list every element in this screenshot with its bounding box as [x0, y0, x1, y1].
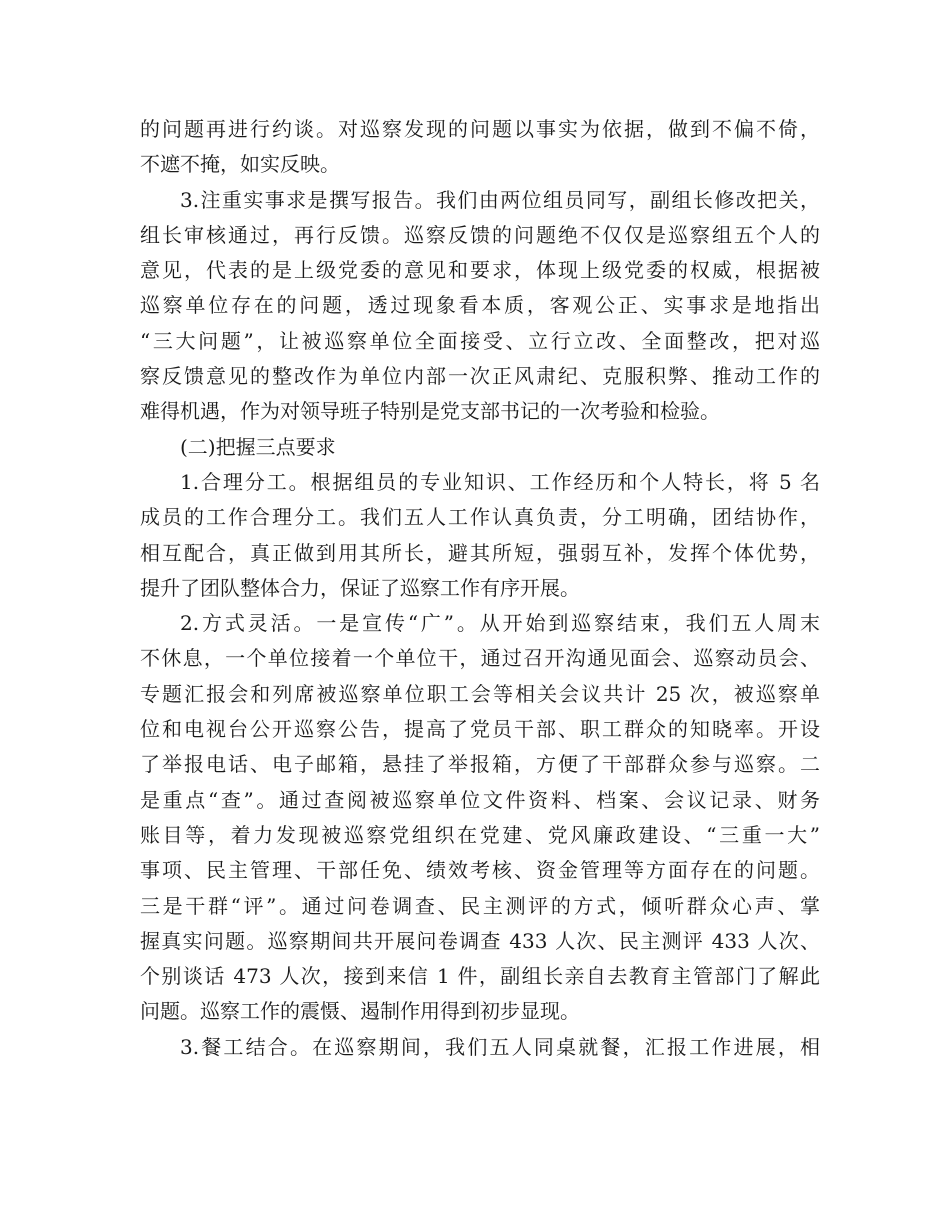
text-line: 难得机遇，作为对领导班子特别是党支部书记的一次考验和检验。 — [140, 399, 720, 424]
text-line: 意见，代表的是上级党委的意见和要求，体现上级党委的权威，根据被 — [140, 258, 820, 283]
document-body — [140, 112, 820, 1065]
text-line: 3.餐工结合。在巡察期间，我们五人同桌就餐，汇报工作进展，相 — [180, 1034, 820, 1059]
text-line: 3.注重实事求是撰写报告。我们由两位组员同写，副组长修改把关， — [180, 187, 820, 212]
text-line: 的问题再进行约谈。对巡察发现的问题以事实为依据，做到不偏不倚， — [140, 117, 820, 141]
text-line: 巡察单位存在的问题，透过现象看本质，客观公正、实事求是地指出 — [140, 293, 820, 318]
text-line: 成员的工作合理分工。我们五人工作认真负责，分工明确，团结协作， — [140, 505, 820, 530]
text-line: 1.合理分工。根据组员的专业知识、工作经历和个人特长，将 5 名 — [180, 469, 820, 494]
text-line: 组长审核通过，再行反馈。巡察反馈的问题绝不仅仅是巡察组五个人的 — [140, 222, 820, 247]
text-line: 不遮不掩，如实反映。 — [140, 152, 340, 177]
text-line: 账目等，着力发现被巡察党组织在党建、党风廉政建设、“三重一大” — [140, 822, 820, 847]
text-line: 专题汇报会和列席被巡察单位职工会等相关会议共计 25 次，被巡察单 — [140, 681, 820, 706]
text-line: 提升了团队整体合力，保证了巡察工作有序开展。 — [140, 575, 580, 600]
text-line: 相互配合，真正做到用其所长，避其所短，强弱互补，发挥个体优势， — [140, 540, 820, 565]
text-line: “三大问题”，让被巡察单位全面接受、立行立改、全面整改，把对巡 — [140, 328, 820, 353]
text-line: 三是干群“评”。通过问卷调查、民主测评的方式，倾听群众心声、掌 — [140, 893, 820, 918]
text-line: 是重点“查”。通过查阅被巡察单位文件资料、档案、会议记录、财务 — [140, 787, 820, 812]
text-line: 个别谈话 473 人次，接到来信 1 件，副组长亲自去教育主管部门了解此 — [140, 964, 820, 989]
text-line: 事项、民主管理、干部任免、绩效考核、资金管理等方面存在的问题。 — [140, 858, 820, 883]
text-line: 察反馈意见的整改作为单位内部一次正风肃纪、克服积弊、推动工作的 — [140, 364, 820, 389]
text-line: (二)把握三点要求 — [180, 434, 336, 459]
text-line: 不休息，一个单位接着一个单位干，通过召开沟通见面会、巡察动员会、 — [140, 646, 820, 671]
text-line: 位和电视台公开巡察公告，提高了党员干部、职工群众的知晓率。开设 — [140, 717, 820, 742]
text-line: 2.方式灵活。一是宣传“广”。从开始到巡察结束，我们五人周末 — [180, 611, 820, 636]
text-line: 问题。巡察工作的震慑、遏制作用得到初步显现。 — [140, 999, 580, 1024]
text-line: 握真实问题。巡察期间共开展问卷调查 433 人次、民主测评 433 人次、 — [140, 928, 820, 953]
text-line: 了举报电话、电子邮箱，悬挂了举报箱，方便了干部群众参与巡察。二 — [140, 752, 820, 777]
